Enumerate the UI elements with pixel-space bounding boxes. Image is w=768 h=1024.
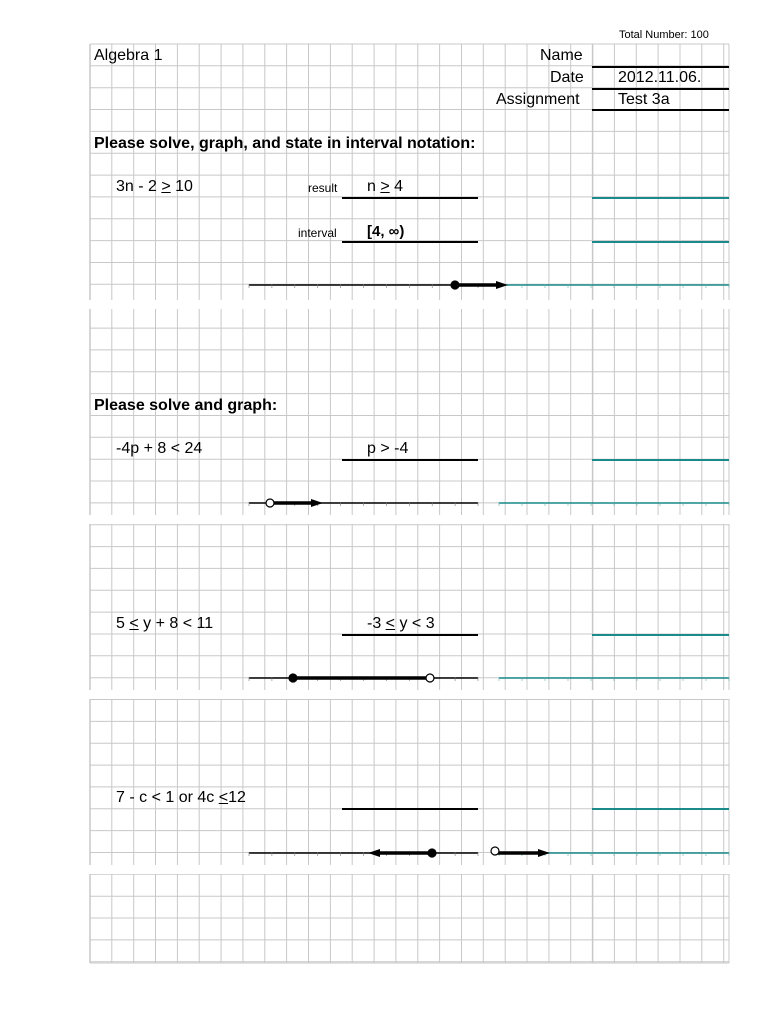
problem-1: 3n - 2 > 10 [116,178,193,195]
name-label: Name [540,47,583,64]
number-lines [249,281,729,857]
date-label: Date [550,69,584,86]
solution-ray-2-head [311,499,323,507]
section-gap [89,515,730,524]
problem-4: 7 - c < 1 or 4c <12 [116,789,246,806]
date-value[interactable]: 2012.11.06. [618,69,702,86]
result-value: n > 4 [367,178,404,195]
answer-2: p > -4 [367,440,409,457]
problem-3: 5 < y + 8 < 11 [116,615,214,632]
total-number: Total Number: 100 [619,29,709,41]
interval-label: interval [298,226,337,240]
answer-3: -3 < y < 3 [367,615,435,632]
result-label: result [308,181,338,195]
section1-instruction: Please solve, graph, and state in interval notation: [94,135,476,152]
closed-endpoint-3 [289,674,297,682]
open-endpoint-2 [266,499,274,507]
section-gap [89,690,730,699]
course-title: Algebra 1 [94,47,163,64]
problem-2: -4p + 8 < 24 [116,440,203,457]
section-gap [89,865,730,874]
closed-endpoint-4 [428,849,436,857]
open-endpoint-3 [426,674,434,682]
solution-ray-4b-head [538,849,550,857]
open-endpoint-4 [491,847,499,855]
section-gap [89,300,730,309]
interval-value: [4, ∞) [367,223,405,240]
closed-endpoint-1 [451,281,459,289]
solution-ray-1-head [496,281,508,289]
assignment-value[interactable]: Test 3a [618,91,670,108]
assignment-label: Assignment [496,91,580,108]
section2-instruction: Please solve and graph: [94,397,278,414]
